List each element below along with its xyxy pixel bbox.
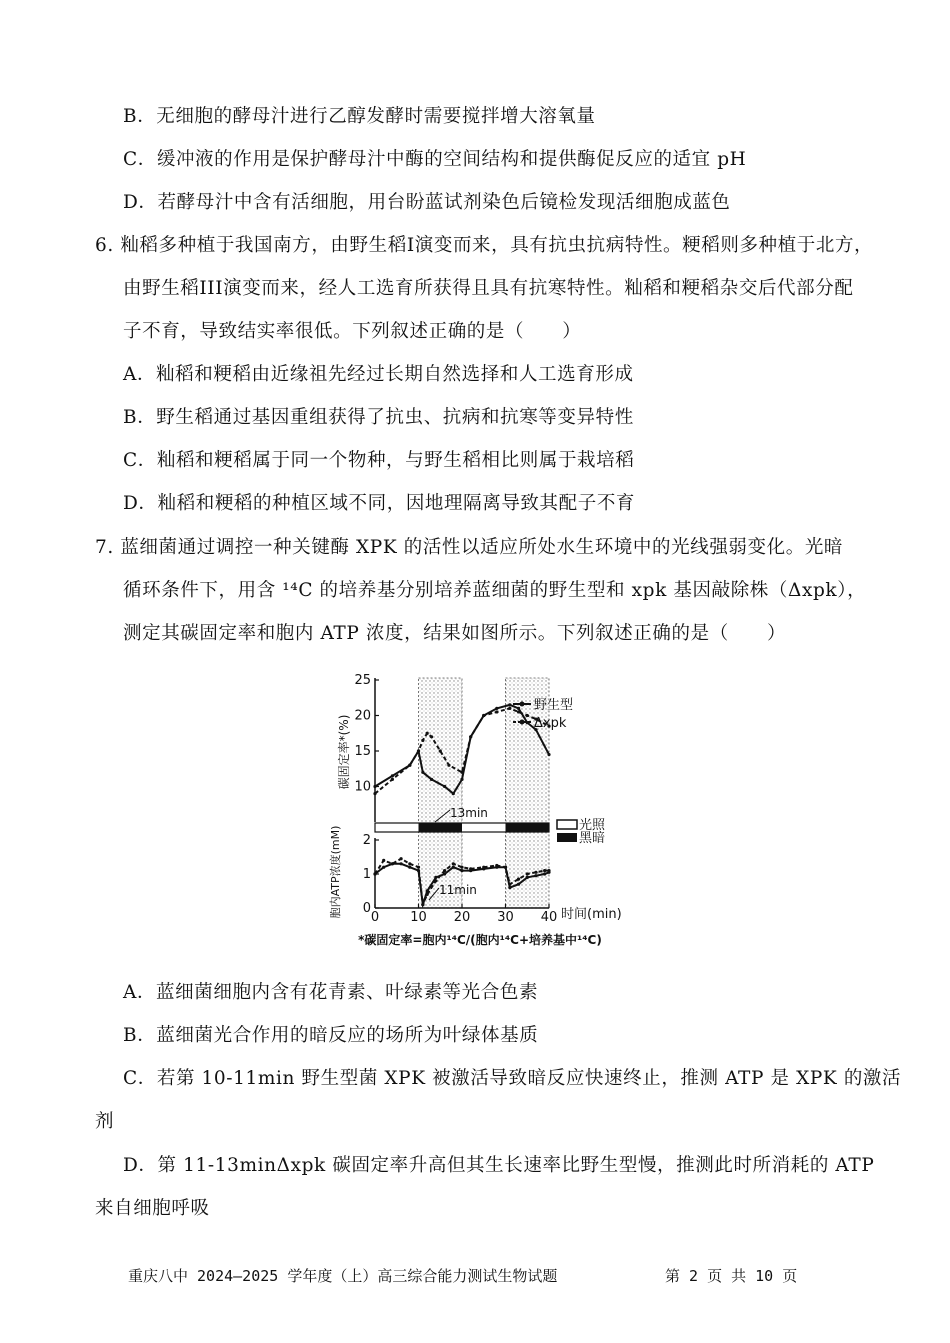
carbon-series-wildtype-point-1 [391, 774, 394, 777]
atp-series-wildtype-point-4 [408, 866, 411, 869]
carbon-series-wildtype-point-5 [430, 778, 433, 781]
atp-series-dxpk-point-16 [508, 883, 511, 886]
q7-stem-line-3: 测定其碳固定率和胞内 ATP 浓度，结果如图所示。下列叙述正确的是（ ） [123, 623, 787, 644]
carbon-series-dxpk-point-10 [469, 735, 472, 738]
carbon-series-dxpk-point-2 [408, 764, 411, 767]
atp-series-dxpk-point-17 [517, 878, 520, 881]
bottom-y-axis-title-1: 胞内ATP浓度(mM) [329, 825, 342, 919]
footer-page-number: 第 2 页 共 10 页 [665, 1267, 798, 1285]
legend-dxpk-marker [520, 720, 525, 725]
legend-dxpk-label: Δxpk [534, 716, 567, 731]
carbon-series-dxpk-point-4 [421, 739, 424, 742]
top-y-tick-label-10: 10 [354, 779, 371, 795]
annotation-11min: 11min [439, 883, 477, 897]
q6-option-a: A．籼稻和粳稻由近缘祖先经过长期自然选择和人工选育形成 [123, 364, 634, 385]
carbon-series-dxpk-point-15 [526, 714, 529, 717]
q7-option-d-line-2: 来自细胞呼吸 [95, 1198, 210, 1219]
atp-series-dxpk-point-14 [495, 864, 498, 867]
bottom-y-tick-label-2: 2 [362, 833, 371, 848]
carbon-series-dxpk-point-0 [373, 792, 376, 795]
q5-option-c: C．缓冲液的作用是保护酵母汁中酶的空间结构和提供酶促反应的适宜 pH [123, 149, 747, 170]
legend-light-swatch [557, 820, 577, 829]
q6-option-b: B．野生稻通过基因重组获得了抗虫、抗病和抗寒等变异特性 [123, 407, 634, 428]
carbon-series-wildtype-point-8 [460, 778, 463, 781]
legend-wildtype-marker [520, 702, 525, 707]
atp-series-dxpk-point-8 [434, 879, 437, 882]
atp-series-wildtype-point-19 [534, 874, 537, 877]
carbon-series-dxpk-point-1 [391, 778, 394, 781]
atp-series-wildtype-point-11 [460, 869, 463, 872]
q7-stem-line-1: 7. 蓝细菌通过调控一种关键酶 XPK 的活性以适应所处水生环境中的光线强弱变化。光暗 [95, 537, 844, 558]
carbon-series-wildtype-point-0 [373, 785, 376, 788]
atp-series-wildtype-point-1 [382, 866, 385, 869]
q7-figure [325, 672, 635, 952]
x-tick-label-30: 30 [497, 910, 514, 925]
top-y-tick-label-25: 25 [354, 673, 371, 688]
annotation-13min: 13min [450, 806, 488, 820]
carbon-series-wildtype-point-6 [443, 785, 446, 788]
atp-series-wildtype-point-18 [526, 876, 529, 879]
q6-option-d: D．籼稻和粳稻的种植区域不同，因地理隔离导致其配子不育 [123, 493, 636, 514]
q6-option-c: C．籼稻和粳稻属于同一个物种，与野生稻相比则属于栽培稻 [123, 450, 635, 471]
atp-series-dxpk-point-13 [482, 866, 485, 869]
atp-series-dxpk-point-9 [443, 869, 446, 872]
atp-series-dxpk-point-12 [469, 867, 472, 870]
atp-series-wildtype-point-8 [434, 876, 437, 879]
atp-series-dxpk-point-19 [534, 871, 537, 874]
atp-series-dxpk-point-10 [452, 862, 455, 865]
q5-option-b: B．无细胞的酵母汁进行乙醇发酵时需要搅拌增大溶氧量 [123, 106, 596, 127]
atp-series-dxpk-point-3 [400, 857, 403, 860]
atp-series-wildtype-point-16 [508, 886, 511, 889]
atp-series-dxpk-point-20 [543, 869, 546, 872]
top-y-tick-label-20: 20 [354, 708, 371, 724]
carbon-series-wildtype-point-16 [547, 753, 550, 756]
bottom-y-tick-label-1: 1 [362, 867, 371, 882]
carbon-series-dxpk-point-5 [426, 732, 429, 735]
carbon-series-wildtype-point-4 [421, 771, 424, 774]
atp-series-dxpk-point-0 [373, 872, 376, 875]
atp-series-dxpk-point-1 [382, 859, 385, 862]
atp-series-dxpk-point-18 [526, 872, 529, 875]
dark-period-shade-0 [419, 678, 463, 908]
atp-series-dxpk-point-15 [504, 866, 507, 869]
q7-stem-line-2: 循环条件下，用含 ¹⁴C 的培养基分别培养蓝细菌的野生型和 xpk 基因敲除株（Δxpk）， [123, 580, 867, 601]
x-tick-label-40: 40 [540, 910, 558, 925]
carbon-series-dxpk-point-13 [508, 707, 511, 710]
carbon-series-dxpk-point-12 [495, 710, 498, 713]
carbon-series-wildtype-point-13 [517, 707, 520, 710]
carbon-series-dxpk-point-11 [482, 714, 485, 717]
q7-option-c-line-1: C．若第 10-11min 野生型菌 XPK 被激活导致暗反应快速终止，推测 ATP 是 XPK 的激活 [123, 1068, 902, 1089]
legend-light-label: 光照 [579, 818, 606, 833]
carbon-series-dxpk-point-7 [439, 749, 442, 752]
atp-series-dxpk-point-4 [408, 862, 411, 865]
q6-stem-line-1: 6. 籼稻多种植于我国南方，由野生稻I演变而来，具有抗虫抗病特性。粳稻则多种植于北方， [95, 235, 874, 256]
top-y-axis-title: 碳固定率*(%) [337, 714, 351, 790]
top-y-tick-label-15: 15 [354, 744, 371, 759]
q6-stem-line-3: 子不育，导致结实率很低。下列叙述正确的是（ ） [123, 321, 582, 342]
x-tick-label-10: 10 [410, 910, 427, 925]
x-axis-title: 时间(min) [561, 907, 622, 922]
atp-series-wildtype-point-3 [400, 862, 403, 865]
q6-stem-line-2: 由野生稻III演变而来，经人工选育所获得且具有抗寒特性。籼稻和粳稻杂交后代部分配 [123, 278, 854, 299]
carbon-series-dxpk-point-8 [447, 764, 450, 767]
atp-series-dxpk-point-2 [391, 862, 394, 865]
x-tick-label-0: 0 [370, 910, 380, 925]
dark-bar-segment-0 [419, 823, 463, 832]
atp-series-dxpk-point-21 [547, 869, 550, 872]
dark-bar-segment-1 [506, 823, 550, 832]
atp-series-dxpk-point-6 [421, 903, 424, 906]
atp-series-dxpk-point-7 [426, 893, 429, 896]
x-tick-label-20: 20 [453, 910, 471, 925]
atp-series-dxpk-point-5 [417, 866, 420, 869]
carbon-series-wildtype-point-7 [452, 792, 455, 795]
carbon-series-dxpk-point-14 [517, 710, 520, 713]
legend-wildtype-label: 野生型 [534, 698, 574, 713]
q7-option-c-line-2: 剂 [95, 1111, 115, 1132]
q7-option-b: B．蓝细菌光合作用的暗反应的场所为叶绿体基质 [123, 1025, 539, 1046]
atp-series-wildtype-point-10 [452, 866, 455, 869]
atp-series-wildtype-point-17 [517, 883, 520, 886]
bottom-y-tick-label-0: 0 [362, 901, 371, 916]
q5-option-d: D．若酵母汁中含有活细胞，用台盼蓝试剂染色后镜检发现活细胞成蓝色 [123, 192, 731, 213]
q7-option-a: A．蓝细菌细胞内含有花青素、叶绿素等光合色素 [123, 982, 539, 1003]
carbon-series-dxpk-point-9 [460, 771, 463, 774]
footer-exam-title: 重庆八中 2024—2025 学年度（上）高三综合能力测试生物试题 [128, 1267, 558, 1285]
carbon-series-wildtype-point-12 [508, 703, 511, 706]
legend-dark-label: 黑暗 [579, 831, 606, 846]
q7-option-d-line-1: D．第 11-13minΔxpk 碳固定率升高但其生长速率比野生型慢，推测此时所消耗的 ATP [123, 1155, 875, 1176]
legend-dark-swatch [557, 833, 577, 842]
chart-footnote: *碳固定率=胞内¹⁴C/(胞内¹⁴C+培养基中¹⁴C) [358, 933, 602, 947]
carbon-series-dxpk-point-3 [417, 749, 420, 752]
atp-series-dxpk-point-11 [460, 866, 463, 869]
carbon-series-wildtype-point-11 [495, 707, 498, 710]
atp-series-wildtype-point-20 [543, 872, 546, 875]
carbon-series-dxpk-point-6 [430, 735, 433, 738]
